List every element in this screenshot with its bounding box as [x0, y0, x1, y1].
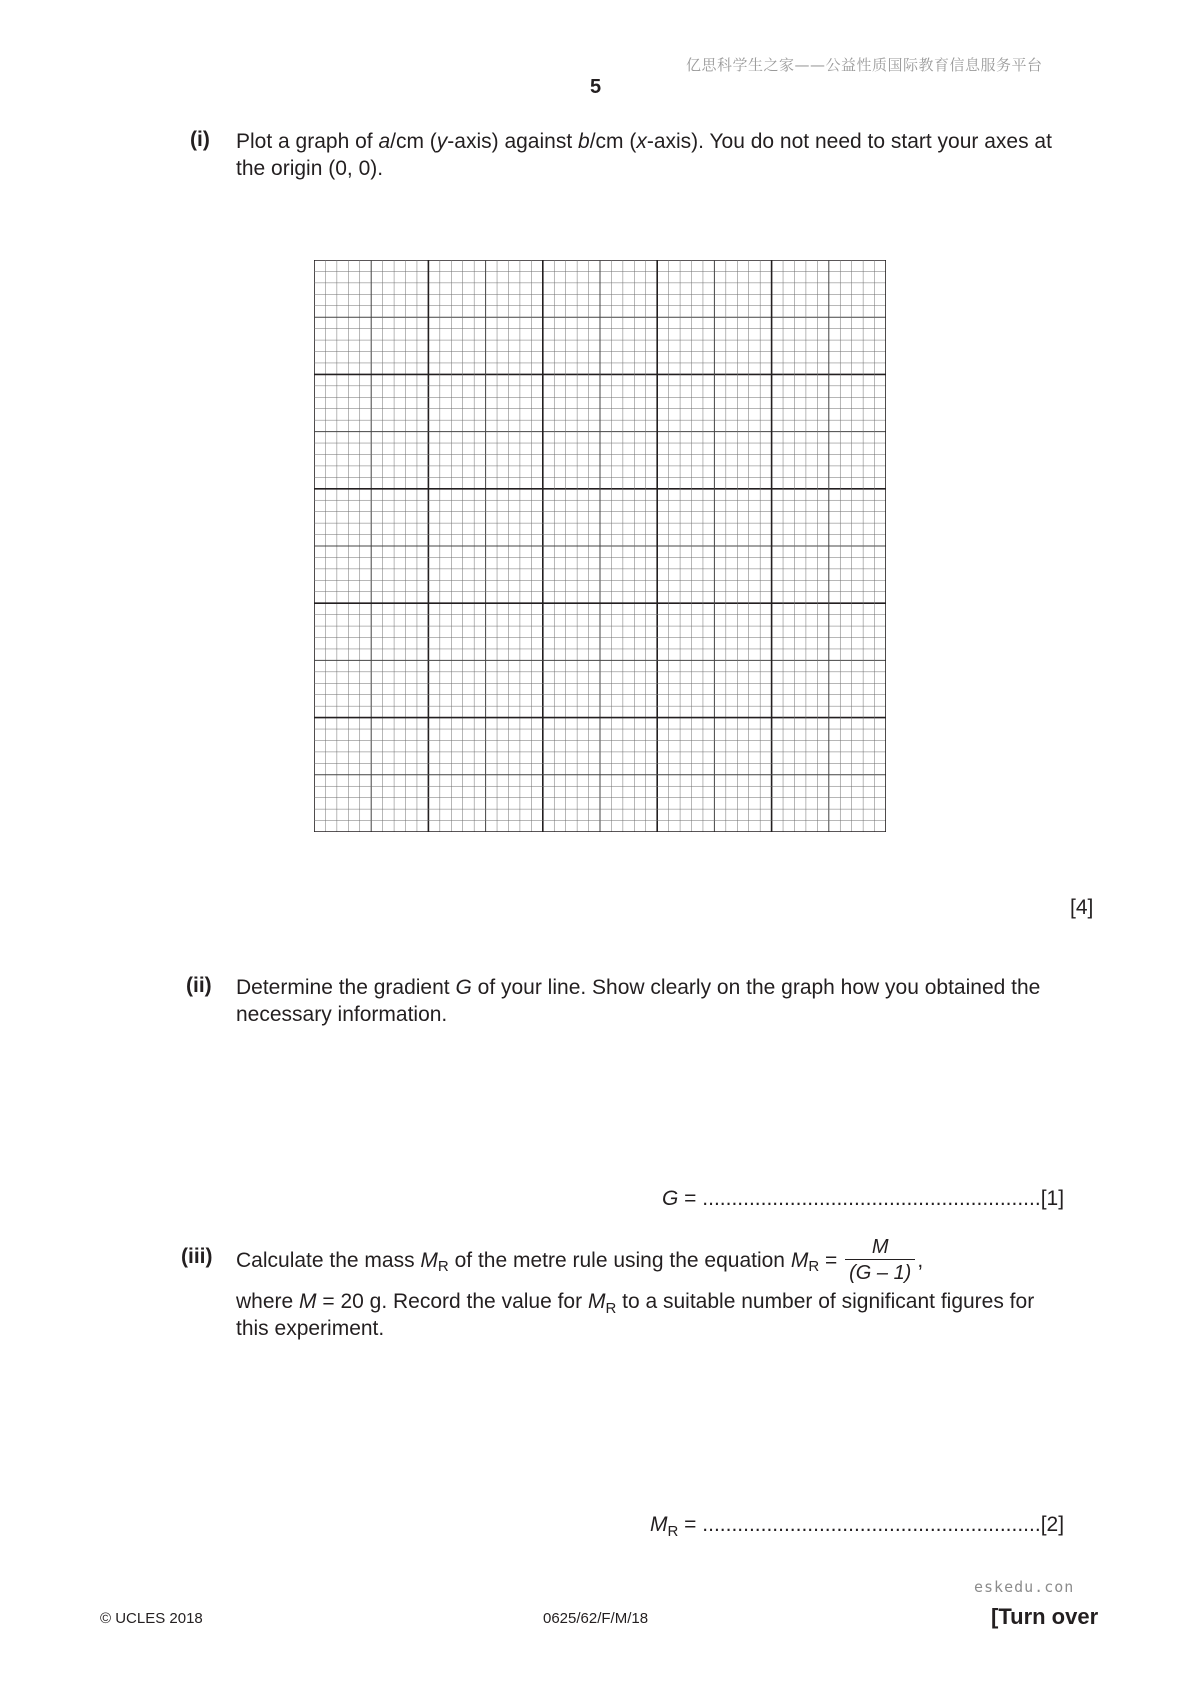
- question-iii-line-1: Calculate the mass $M_R$ of the metre rule using the equation $M_R$ = $\frac{M}{(G - 1)}$ ,: [236, 1236, 924, 1284]
- question-ii-label: (ii): [186, 974, 212, 997]
- question-iii-marks: [2]: [1040, 1513, 1065, 1536]
- mass-answer-dots[interactable]: ..........................................................: [702, 1513, 1041, 1536]
- gradient-answer-dots[interactable]: ..........................................................: [702, 1187, 1041, 1210]
- footer-copyright: © UCLES 2018: [100, 1610, 203, 1627]
- question-ii-line-1: Determine the gradient G of your line. Show clearly on the graph how you obtained the: [236, 976, 1041, 999]
- footer-watermark: eskedu.con: [974, 1578, 1075, 1596]
- question-i-marks: [4]: [1070, 896, 1094, 919]
- question-iii-label: (iii): [181, 1245, 213, 1268]
- turn-over-label: [Turn over: [991, 1604, 1099, 1629]
- mass-answer-line[interactable]: $M_R = ..........................................................[2]$: [650, 1513, 1065, 1540]
- gradient-answer-line[interactable]: G = ..........................................................[1]: [662, 1187, 1065, 1210]
- question-ii-marks: [1]: [1040, 1187, 1065, 1210]
- question-iii-line-2: where M = 20 g. Record the value for $M_R$ to a suitable number of significant figures for this experiment.: [236, 1288, 1096, 1342]
- question-ii-text: [236, 974, 1096, 1028]
- header-watermark: 亿思科学生之家——公益性质国际教育信息服务平台: [686, 56, 1043, 74]
- graph-paper-grid[interactable]: [314, 260, 886, 832]
- question-i-label: (i): [190, 128, 210, 151]
- question-i-text: [236, 128, 1096, 182]
- question-i-line-1: Plot a graph of a/cm (y-axis) against b/cm (x-axis). You do not need to start your axes at: [236, 130, 1052, 153]
- footer-paper-code: 0625/62/F/M/18: [543, 1610, 649, 1627]
- question-iii-line-3: this experiment.: [236, 1317, 385, 1340]
- mass-equation-fraction: $\frac{M}{(G - 1)}$: [845, 1236, 915, 1285]
- question-i-line-2: the origin (0, 0).: [236, 157, 384, 180]
- question-ii-line-2: necessary information.: [236, 1003, 448, 1026]
- page-number: 5: [589, 76, 602, 98]
